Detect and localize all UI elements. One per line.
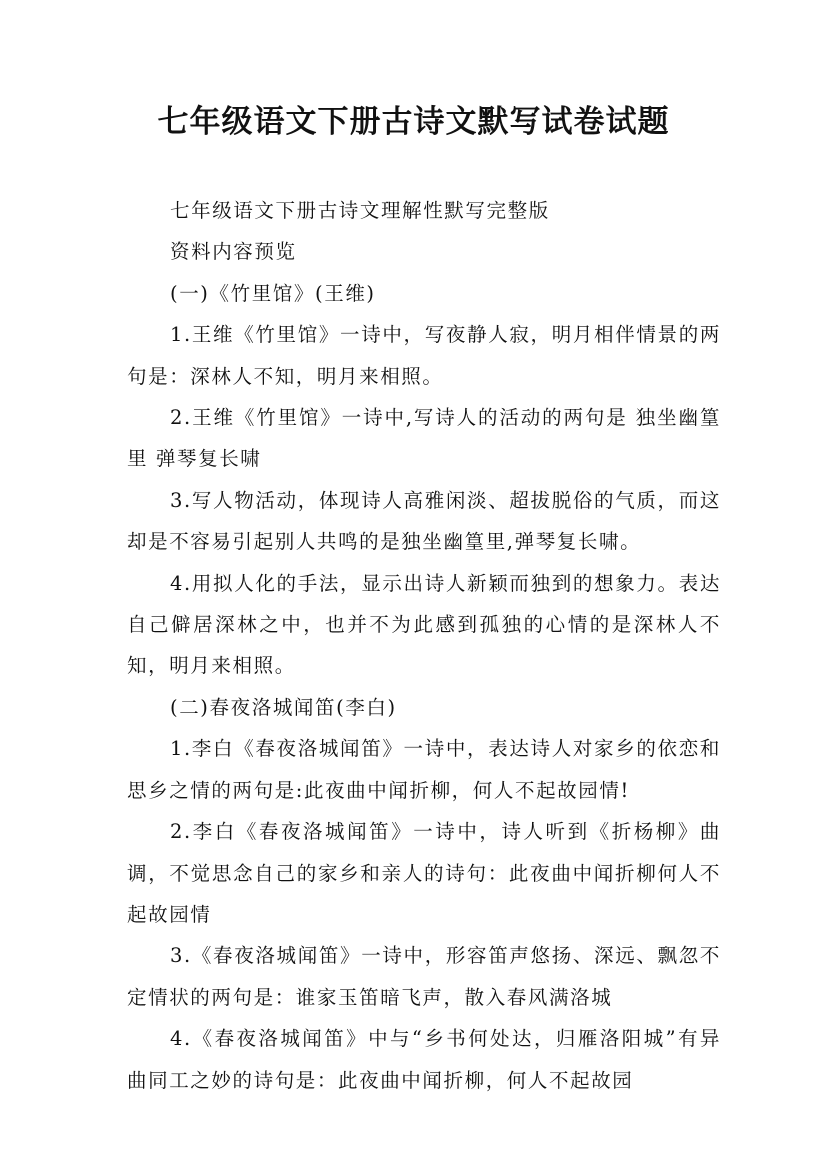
document-title: 七年级语文下册古诗文默写试卷试题 <box>157 104 670 140</box>
question-paragraph: 3.《春夜洛城闻笛》一诗中，形容笛声悠扬、深远、飘忽不定情状的两句是：谁家玉笛暗飞声，散入春风满洛城 <box>127 944 721 1009</box>
question-paragraph: 4.用拟人化的手法，显示出诗人新颖而独到的想象力。表达自己僻居深林之中，也并不为此感到孤独的心情的是深林人不知，明月来相照。 <box>127 571 721 678</box>
question-paragraph: 2.李白《春夜洛城闻笛》一诗中，诗人听到《折杨柳》曲调，不觉思念自己的家乡和亲人的诗句：此夜曲中闻折柳何人不起故园情 <box>127 820 721 926</box>
question-paragraph: 2.王维《竹里馆》一诗中,写诗人的活动的两句是 独坐幽篁里 弹琴复长啸 <box>127 406 721 471</box>
section-heading-zhuliguan: (一)《竹里馆》(王维) <box>170 281 376 305</box>
question-paragraph: 4.《春夜洛城闻笛》中与“乡书何处达，归雁洛阳城”有异曲同工之妙的诗句是：此夜曲中闻折柳，何人不起故园 <box>127 1027 721 1092</box>
document-body <box>127 190 721 1101</box>
question-paragraph: 1.李白《春夜洛城闻笛》一诗中，表达诗人对家乡的依恋和思乡之情的两句是:此夜曲中闻折柳，何人不起故园情! <box>127 737 721 802</box>
paragraph-subtitle: 七年级语文下册古诗文理解性默写完整版 <box>170 199 550 222</box>
question-paragraph: 3.写人物活动，体现诗人高雅闲淡、超拔脱俗的气质，而这却是不容易引起别人共鸣的是独坐幽篁里,弹琴复长啸。 <box>127 488 721 554</box>
paragraph-preview-label: 资料内容预览 <box>170 240 297 264</box>
section-heading-chunye: (二)春夜洛城闻笛(李白) <box>170 695 397 719</box>
question-paragraph: 1.王维《竹里馆》一诗中，写夜静人寂，明月相伴情景的两句是：深林人不知，明月来相照。 <box>127 323 721 388</box>
